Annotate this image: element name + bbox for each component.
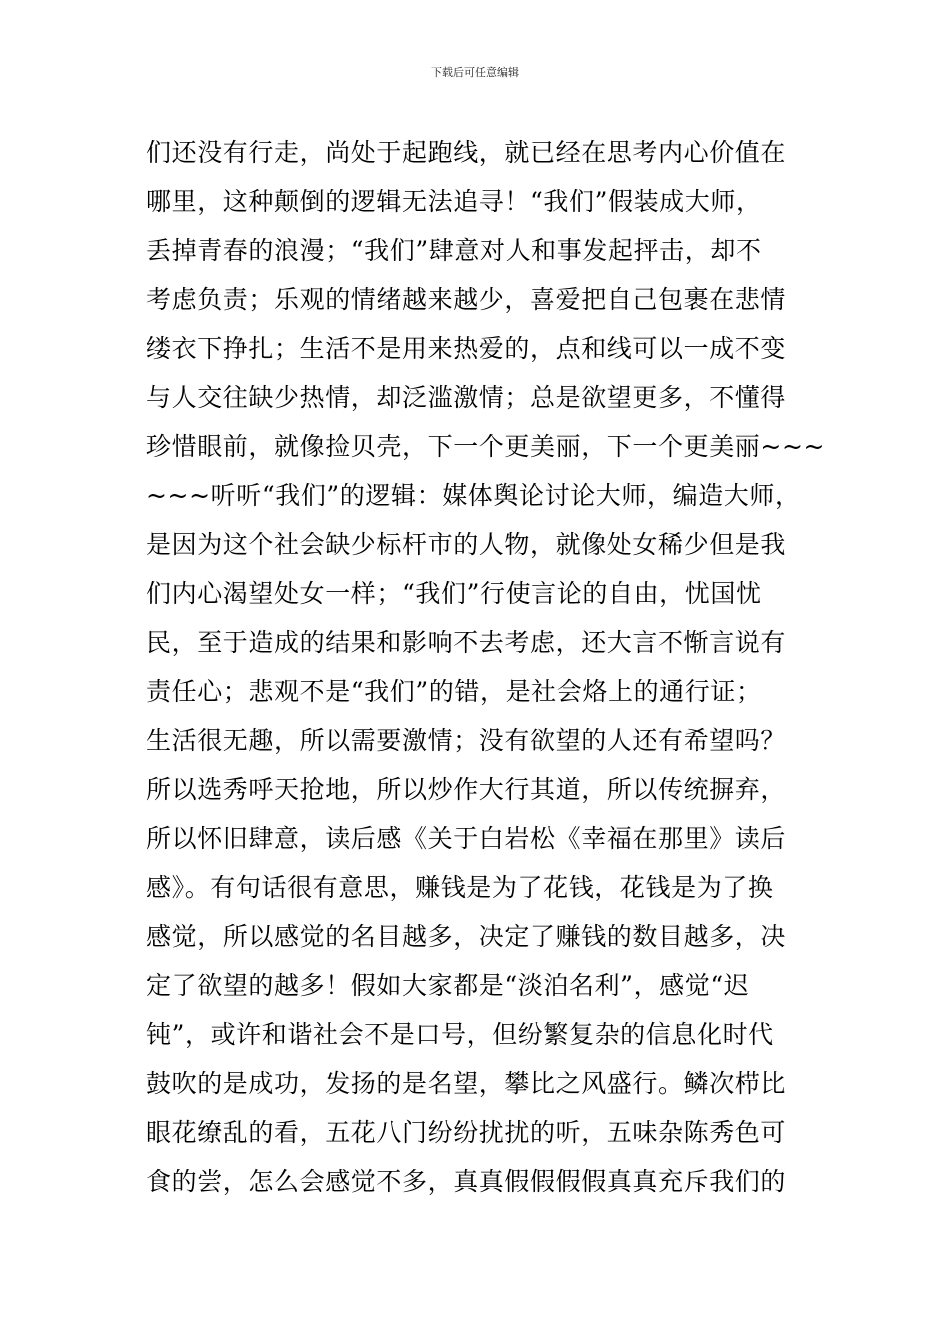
text-line: 食的尝，怎么会感觉不多，真真假假假假真真充斥我们的 xyxy=(146,1167,787,1196)
text-line: 考虑负责；乐观的情绪越来越少，喜爱把自己包裹在悲情 xyxy=(146,285,787,314)
text-line: 感》。有句话很有意思，赚钱是为了花钱，花钱是为了换 xyxy=(146,873,774,902)
text-line: 们内心渴望处女一样；“我们”行使言论的自由，忧国忧 xyxy=(146,579,762,608)
text-line: 们还没有行走，尚处于起跑线，就已经在思考内心价值在 xyxy=(146,138,787,167)
text-line: 是因为这个社会缺少标杆市的人物，就像处女稀少但是我 xyxy=(146,530,787,559)
text-line: 责任心；悲观不是“我们”的错，是社会烙上的通行证； xyxy=(146,677,762,706)
text-line: 钝”，或许和谐社会不是口号，但纷繁复杂的信息化时代 xyxy=(146,1020,774,1049)
text-line: 哪里，这种颠倒的逻辑无法追寻！“我们”假装成大师， xyxy=(146,187,762,216)
text-line: 生活很无趣，所以需要激情；没有欲望的人还有希望吗？ xyxy=(146,726,787,755)
text-line: 民，至于造成的结果和影响不去考虑，还大言不惭言说有 xyxy=(146,628,787,657)
text-line: 所以选秀呼天抢地，所以炒作大行其道，所以传统摒弃， xyxy=(146,775,787,804)
text-line: 珍惜眼前，就像捡贝壳，下一个更美丽，下一个更美丽~~~ xyxy=(146,432,826,461)
text-line: 与人交往缺少热情，却泛滥激情；总是欲望更多，不懂得 xyxy=(146,383,787,412)
text-line: ~~~听听“我们”的逻辑：媒体舆论讨论大师，编造大师， xyxy=(146,481,801,510)
page-header: 下载后可任意编辑 xyxy=(431,66,519,79)
text-line: 感觉，所以感觉的名目越多，决定了赚钱的数目越多，决 xyxy=(146,922,787,951)
body-text xyxy=(146,128,826,1206)
text-line: 缕衣下挣扎；生活不是用来热爱的，点和线可以一成不变 xyxy=(146,334,787,363)
text-line: 定了欲望的越多！假如大家都是“淡泊名利”，感觉“迟 xyxy=(146,971,750,1000)
text-line: 鼓吹的是成功，发扬的是名望，攀比之风盛行。鳞次栉比 xyxy=(146,1069,787,1098)
text-line: 眼花缭乱的看，五花八门纷纷扰扰的听，五味杂陈秀色可 xyxy=(146,1118,787,1147)
text-line: 所以怀旧肆意，读后感《关于白岩松《幸福在那里》读后 xyxy=(146,824,787,853)
text-line: 丢掉青春的浪漫；“我们”肆意对人和事发起抨击，却不 xyxy=(146,236,762,265)
